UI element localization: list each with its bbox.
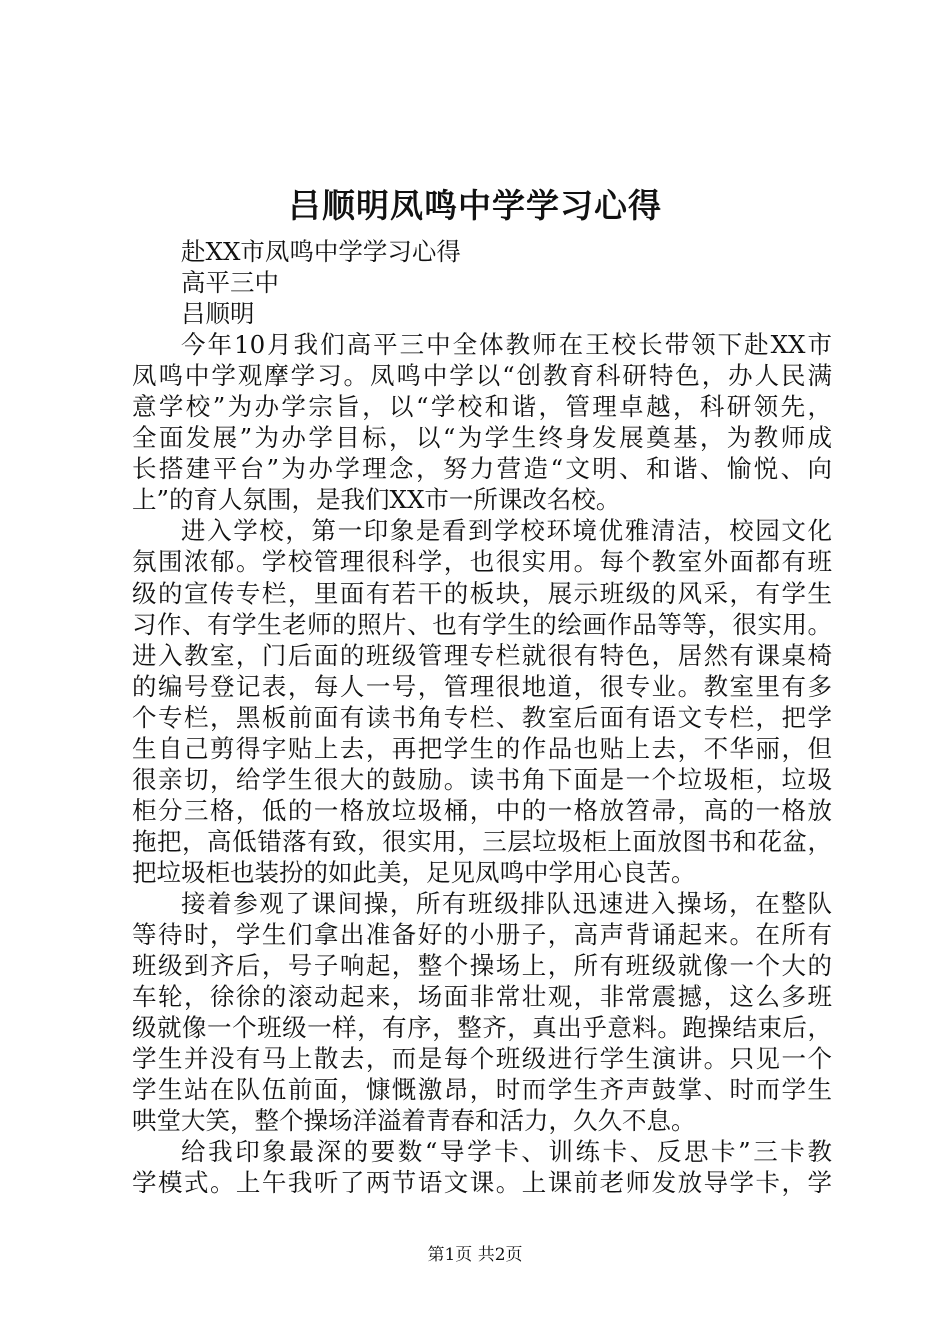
text-line: 的编号登记表，每人一号，管理很地道，很专业。教室里有多 [132, 671, 832, 701]
text-line: 凤鸣中学观摩学习。凤鸣中学以“创教育科研特色，办人民满 [132, 361, 832, 391]
text-line: 高平三中 [181, 268, 279, 298]
text-line: 学生站在队伍前面，慷慨激昂，时而学生齐声鼓掌、时而学生 [132, 1075, 832, 1105]
text-line: 长搭建平台”为办学理念，努力营造“文明、和谐、愉悦、向 [132, 454, 832, 484]
text-line: 生自己剪得字贴上去，再把学生的作品也贴上去，不华丽，但 [132, 733, 832, 763]
text-line: 哄堂大笑，整个操场洋溢着青春和活力，久久不息。 [132, 1106, 696, 1136]
text-line: 级的宣传专栏，里面有若干的板块，展示班级的风采，有学生 [132, 578, 832, 608]
text-line: 级就像一个班级一样，有序，整齐，真出乎意料。跑操结束后， [132, 1013, 832, 1043]
text-line: 学生并没有马上散去，而是每个班级进行学生演讲。只见一个 [132, 1044, 832, 1074]
page-footer: 第1页 共2页 [427, 1245, 523, 1265]
text-line: 习作、有学生老师的照片、也有学生的绘画作品等等，很实用。 [132, 609, 832, 639]
text-line: 赴XX市凤鸣中学学习心得 [181, 237, 461, 266]
text-line: 很亲切，给学生很大的鼓励。读书角下面是一个垃圾柜，垃圾 [132, 764, 832, 794]
text-line: 上”的育人氛围，是我们XX市一所课改名校。 [132, 485, 621, 515]
text-line: 车轮，徐徐的滚动起来，场面非常壮观，非常震撼，这么多班 [132, 982, 832, 1012]
text-line: 等待时，学生们拿出准备好的小册子，高声背诵起来。在所有 [132, 920, 832, 950]
text-line: 接着参观了课间操，所有班级排队迅速进入操场，在整队 [181, 888, 832, 918]
text-line: 今年10月我们高平三中全体教师在王校长带领下赴XX市 [181, 330, 832, 360]
text-line: 个专栏，黑板前面有读书角专栏、教室后面有语文专栏，把学 [132, 702, 832, 732]
text-line: 班级到齐后，号子响起，整个操场上，所有班级就像一个大的 [132, 951, 832, 981]
text-line: 柜分三格，低的一格放垃圾桶，中的一格放笤帚，高的一格放 [132, 795, 832, 825]
document-body [132, 236, 832, 1198]
text-line: 把垃圾柜也装扮的如此美，足见凤鸣中学用心良苦。 [132, 857, 696, 887]
text-line: 给我印象最深的要数“导学卡、训练卡、反思卡”三卡教 [181, 1137, 832, 1167]
text-line: 学模式。上午我听了两节语文课。上课前老师发放导学卡，学 [132, 1168, 832, 1198]
text-line: 进入学校，第一印象是看到学校环境优雅清洁，校园文化 [181, 516, 832, 546]
text-line: 意学校”为办学宗旨，以“学校和谐，管理卓越，科研领先， [132, 392, 832, 422]
text-line: 全面发展”为办学目标，以“为学生终身发展奠基，为教师成 [132, 423, 832, 453]
document-title: 吕顺明凤鸣中学学习心得 [288, 186, 662, 225]
text-line: 进入教室，门后面的班级管理专栏就很有特色，居然有课桌椅 [132, 640, 832, 670]
text-line: 吕顺明 [181, 299, 255, 329]
text-line: 氛围浓郁。学校管理很科学，也很实用。每个教室外面都有班 [132, 547, 832, 577]
text-line: 拖把，高低错落有致，很实用，三层垃圾柜上面放图书和花盆， [132, 826, 832, 856]
